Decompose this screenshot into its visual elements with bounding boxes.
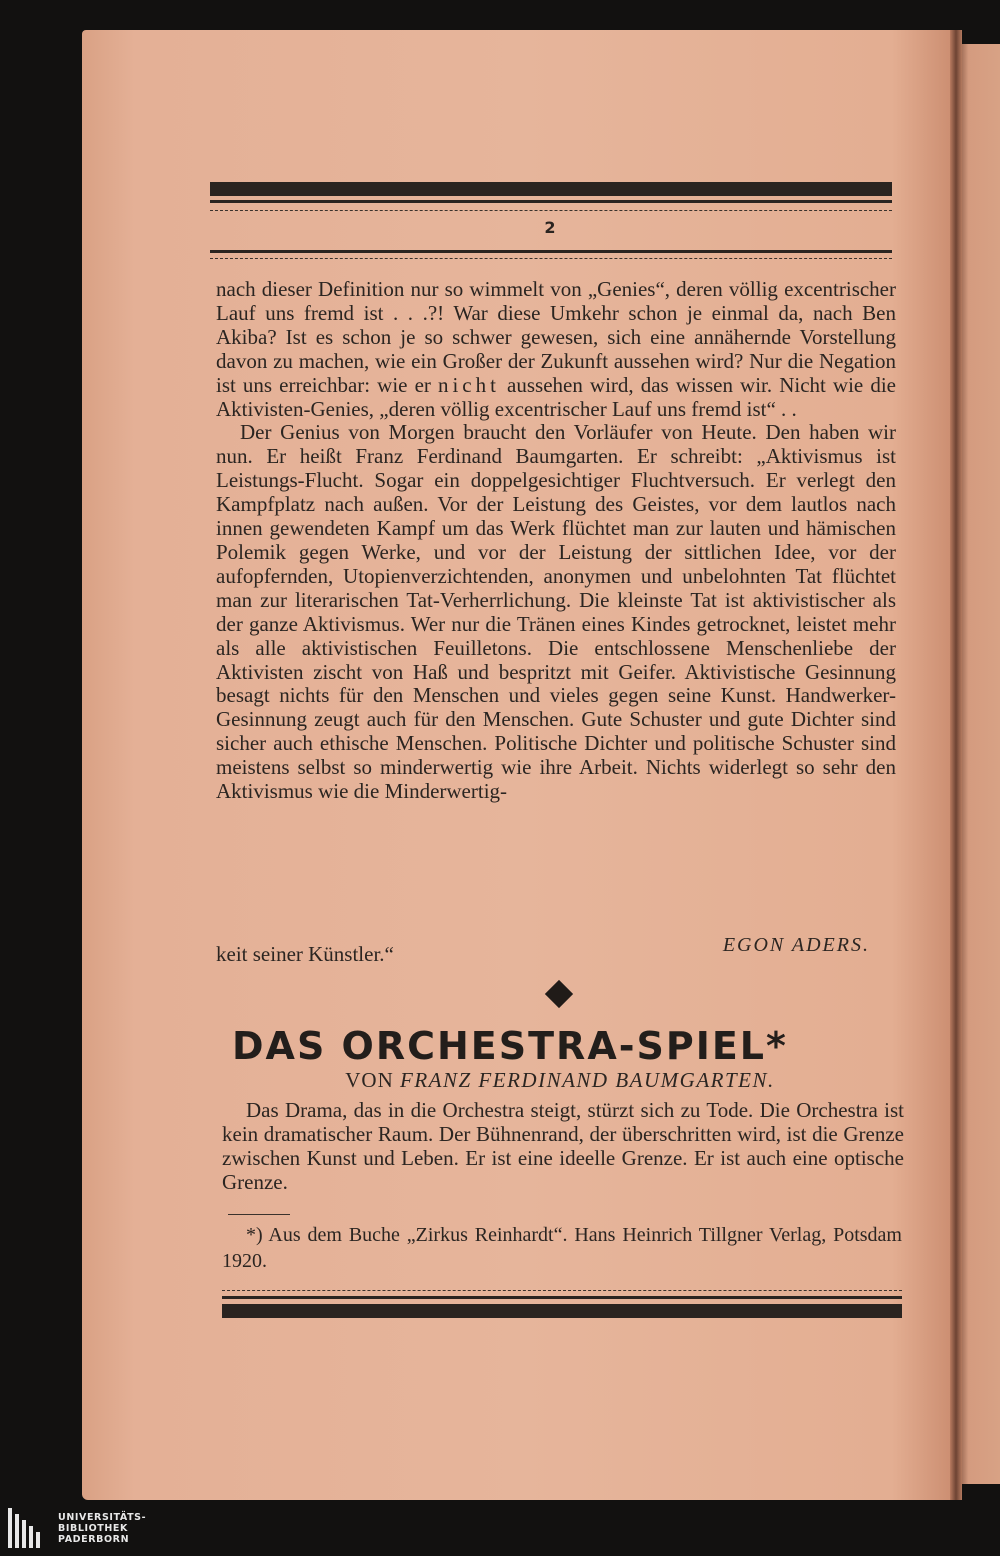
library-line: UNIVERSITÄTS- xyxy=(58,1511,147,1523)
byline-prefix: VON xyxy=(345,1068,394,1092)
closing-line: keit seiner Künstler.“ xyxy=(216,942,394,966)
bottom-thin-rule xyxy=(222,1296,902,1299)
paragraph-text: aussehen wird, das wissen wir. Nicht wie die Aktivisten-Genies, „deren völlig excentrischer Lauf uns fremd ist“ . . xyxy=(216,372,896,421)
page-number: 2 xyxy=(544,218,556,237)
top-dashed-rule xyxy=(210,210,892,211)
library-line: BIBLIOTHEK xyxy=(58,1522,128,1534)
emphasized-word: nicht xyxy=(437,372,500,397)
library-watermark xyxy=(8,1508,146,1548)
article-title: DAS ORCHESTRA-SPIEL* xyxy=(232,1024,788,1068)
library-name xyxy=(58,1512,146,1545)
paragraph xyxy=(216,278,896,421)
book-gutter xyxy=(950,30,962,1500)
library-logo-icon xyxy=(8,1508,48,1548)
footnote-text: *) Aus dem Buche „Zirkus Reinhardt“. Hans Heinrich Tillgner Verlag, Potsdam 1920. xyxy=(222,1224,902,1272)
paragraph: Der Genius von Morgen braucht den Vorläufer von Heute. Den haben wir nun. Er heißt Franz Ferdinand Baumgarten. Er schreibt: „Aktivismus ist Leistungs-Flucht. Sogar ein doppelgesichtiger Fluchtversuch. Er verlegt den Kampfplatz nach außen. Vor der Leistung des Geistes, vor dem lautlos nach innen gewendeten Kampf um das Werk flüchtet man zur lauten und hämischen Polemik gegen Werke, und vor der Leistung der sittlichen Idee, vor der aufopfernden, Utopienverzichtenden, anonymen und unbelohnten Tat flüchtet man zur literarischen Tat-Verherrlichung. Die kleinste Tat ist aktivistischer als der ganze Aktivismus. Wer nur die Tränen eines Kindes getrocknet, leistet mehr als alle aktivistischen Feuilletons. Die entschlossene Menschenliebe der Aktivisten zischt von Haß und bespritzt mit Geifer. Aktivistische Gesinnung besagt nichts für den Menschen und vieles gegen seine Kunst. Handwerker-Gesinnung zeugt auch für den Menschen. Gute Schuster und gute Dichter sind sicher auch ethische Menschen. Politische Dichter und politische Schuster sind meistens selbst so minderwertig wie ihre Arbeit. Nichts widerlegt so sehr den Aktivismus wie die Minderwertig- xyxy=(216,420,896,804)
top-thin-rule xyxy=(210,200,892,203)
author-signature: EGON ADERS. xyxy=(722,934,870,956)
byline-author: FRANZ FERDINAND BAUMGARTEN. xyxy=(400,1068,775,1092)
footnote xyxy=(222,1222,902,1274)
library-line: PADERBORN xyxy=(58,1533,130,1545)
byline xyxy=(230,1068,890,1093)
bottom-dashed-rule xyxy=(222,1290,902,1291)
paragraph: Das Drama, das in die Orchestra steigt, stürzt sich zu Tode. Die Orchestra ist kein dramatischer Raum. Der Bühnenrand, der überschritten wird, ist die Grenze zwischen Kunst und Leben. Er ist eine ideelle Grenze. Er ist auch eine optische Grenze. xyxy=(222,1098,904,1194)
article-body xyxy=(216,278,896,804)
article-body-2 xyxy=(222,1098,904,1194)
bottom-heavy-rule xyxy=(222,1304,902,1318)
header-bottom-dashed-rule xyxy=(210,258,892,259)
paragraph-text: nach dieser Definition nur so wimmelt von „Genies“, deren völlig excentrischer Lauf uns fremd ist . . .?! War diese Umkehr schon je einmal da, nach Ben Akiba? Ist es schon je so schwer gewesen, sich eine annähernde Vorstellung davon zu machen, wie ein Großer der Zukunft aussehen wird? Nur die Negation ist uns erreichbar: wie er xyxy=(216,277,896,397)
top-heavy-rule xyxy=(210,182,892,196)
facing-page-edge xyxy=(958,44,1000,1484)
header-bottom-rule xyxy=(210,250,892,253)
footnote-rule xyxy=(228,1214,290,1215)
